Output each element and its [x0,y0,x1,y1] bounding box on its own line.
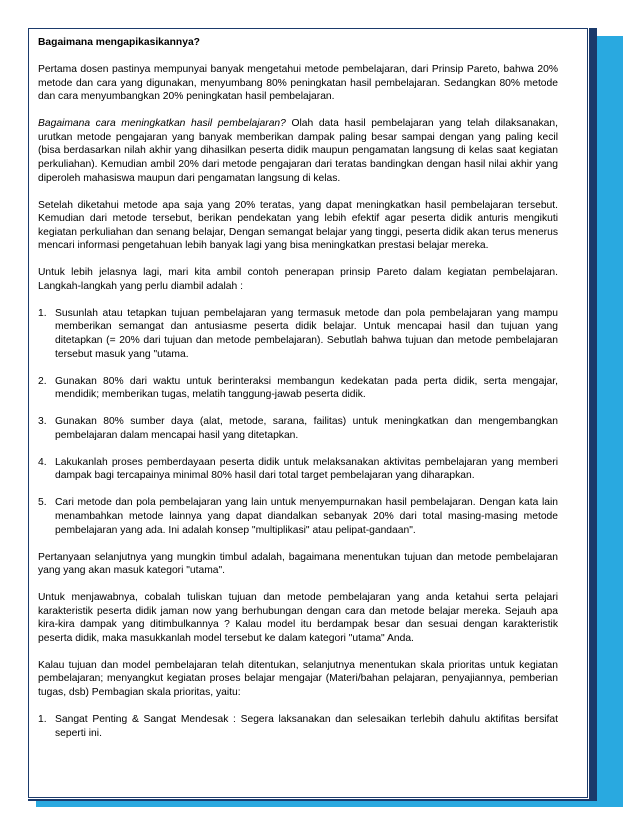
paragraph-how-to-improve [38,117,558,185]
list-item [38,456,558,483]
paragraph-next-question: Pertanyaan selanjutnya yang mungkin timbul adalah, bagaimana menentukan tujuan dan metode pembelajaran yang yang akan masuk kategori "utama". [38,551,558,577]
document-body [38,36,558,754]
list-number: 5. [38,497,47,509]
list-item [38,415,558,442]
intro-paragraph: Pertama dosen pastinya mempunyai banyak mengetahui metode pembelajaran, dari Prinsip Pareto, bahwa 20% metode dan cara yang digunakan, menyumbang 80% peningkatan hasil pembelajaran. Sedangkan 80% metode dan cara menyumbangkan 20% peningkatan hasil pembelajaran. [38,63,558,103]
page-frame-accent-right [597,36,623,799]
list-number: 2. [38,375,47,387]
paragraph-priority-scale: Kalau tujuan dan model pembelajaran telah ditentukan, selanjutnya menentukan skala prioritas untuk kegiatan pembelajaran; menyangkut kegiatan proses belajar mengajar (Materi/bahan pelajaran, penyajiannya, pemberian tugas, dsb) Pembagian skala prioritas, yaitu: [38,659,558,699]
list-item [38,496,558,537]
list-item [38,375,558,402]
list-number: 1. [38,714,47,726]
list-number: 3. [38,416,47,428]
paragraph-top-methods: Setelah diketahui metode apa saja yang 20% teratas, yang dapat meningkatkan hasil pembelajaran tersebut. Kemudian dari metode tersebut, berikan pendekatan yang lebih efektif agar peserta didik anturis mengikuti kegiatan perkuliahan dan senang belajar, Dengan semangat belajar yang tinggi, peserta didik akan terus menerus mencari informasi pengetahuan lebih banyak lagi yang bisa meningkatkan prestasi belajar mereka. [38,199,558,252]
paragraph-steps-intro: Untuk lebih jelasnya lagi, mari kita ambil contoh penerapan prinsip Pareto dalam kegiatan pembelajaran. Langkah-langkah yang perlu diambil adalah : [38,267,558,292]
list-item [38,307,558,361]
paragraph-answer: Untuk menjawabnya, cobalah tuliskan tujuan dan metode pembelajaran yang anda ketahui serta pelajari karakteristik peserta didik jaman now yang berhubungan dengan cara dan metode belajar mereka. Sejauh apa kira-kira dampak yang ditimbulkannya ? Kalau model itu berdampak besar dan sesuai dengan karakteristik peserta didik, maka masukkanlah model tersebut ke dalam kategori "utama" Anda. [38,592,558,644]
list-item-text: Gunakan 80% dari waktu untuk berinteraksi membangun kedekatan pada perta didik, serta mengajar, mendidik; memberikan tugas, melatih tanggung-jawab peserta didik. [55,375,558,401]
page-frame-border-bottom [28,799,597,801]
list-item [38,713,558,740]
section-heading: Bagaimana mengapikasikannya? [38,37,200,48]
list-number: 4. [38,456,47,468]
priority-list [38,713,558,740]
list-item-text: Susunlah atau tetapkan tujuan pembelajaran yang termasuk metode dan pola pembelajaran yang mampu memberikan semangat dan antusiasme peserta didik belajar. Untuk mencapai hasil dan tujuan yang ditetapkan (= 20% dari tujuan dan metode pembelajaran). Sebutlah bahwa tujuan dan metode pembelajaran tersebut masuk yang "utama. [55,307,558,360]
steps-list [38,307,558,537]
list-number: 1. [38,307,47,319]
paragraph-question: Bagaimana cara meningkatkan hasil pembelajaran? [38,118,286,130]
list-item-text: Lakukanlah proses pemberdayaan peserta didik untuk melaksanakan aktivitas pembelajaran yang memberi dampak bagi tercapainya minimal 80% hasil dari total target pembelajaran yang diharapkan. [55,456,558,482]
list-item-text: Gunakan 80% sumber daya (alat, metode, sarana, failitas) untuk meningkatkan dan mengembangkan pembelajaran dalam mencapai hasil yang ditetapkan. [55,416,558,441]
list-item-text: Sangat Penting & Sangat Mendesak : Segera laksanakan dan selesaikan terlebih dahulu aktifitas bersifat seperti ini. [55,714,558,739]
list-item-text: Cari metode dan pola pembelajaran yang lain untuk menyempurnakan hasil pembelajaran. Dengan kata lain menambahkan metode lainnya yang dapat diandalkan sebanyak 20% dari total masing-masing metode pembelajaran yang ada. Ini adalah konsep "multiplikasi" atau pelipat-gandaan". [55,497,558,536]
page-frame-border-right [589,28,597,799]
paragraph-text: Olah data hasil pembelajaran yang telah dilaksanakan, urutkan metode pengajaran yang banyak memberikan dampak paling besar sampai dengan yang paling kecil (bisa berdasarkan nilah akhir yang dihasilkan peserta didik maupun pengamatan langsung di kelas saat kegiatan perkuliahan). Kemudian ambil 20% dari metode pengajaran dari teratas bandingkan dengan hasil nilai akhir yang diperoleh mahasiswa maupun dari pengamatan langsung di kelas. [38,118,558,184]
